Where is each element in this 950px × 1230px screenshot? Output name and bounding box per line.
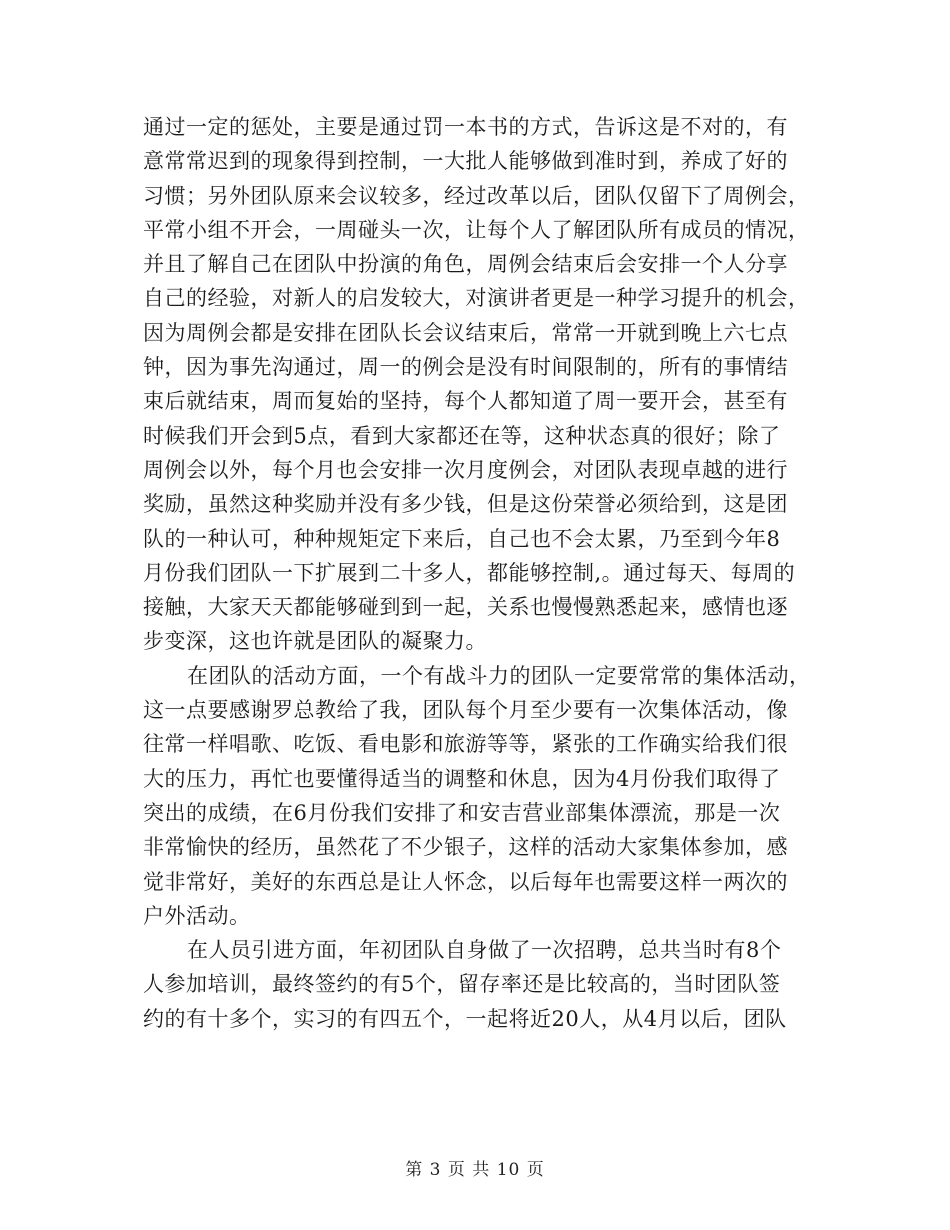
text-line: 非常愉快的经历，虽然花了不少银子，这样的活动大家集体参加，感 xyxy=(143,835,788,860)
text-line: 这一点要感谢罗总教给了我，团队每个月至少要有一次集体活动，像 xyxy=(143,698,788,723)
paragraph-first-line: 在人员引进方面，年初团队自身做了一次招聘，总共当时有8个 xyxy=(187,938,782,963)
text-line: 接触，大家天天都能够碰到到一起，关系也慢慢熟悉起来，感情也逐 xyxy=(143,595,788,620)
text-line: 通过一定的惩处，主要是通过罚一本书的方式，告诉这是不对的，有 xyxy=(143,115,788,139)
page-number-footer: 第 3 页 共 10 页 xyxy=(405,1160,545,1180)
text-line: 习惯；另外团队原来会议较多，经过改革以后，团队仅留下了周例会， xyxy=(143,183,810,208)
text-line: 大的压力，再忙也要懂得适当的调整和休息，因为4月份我们取得了 xyxy=(143,766,781,791)
text-line: 并且了解自己在团队中扮演的角色，周例会结束后会安排一个人分享 xyxy=(143,252,788,277)
text-line: 钟，因为事先沟通过，周一的例会是没有时间限制的，所有的事情结 xyxy=(143,355,788,380)
text-line: 步变深，这也许就是团队的凝聚力。 xyxy=(143,629,487,654)
text-line: 意常常迟到的现象得到控制，一大批人能够做到准时到，养成了好的 xyxy=(143,149,788,174)
text-line: 约的有十多个，实习的有四五个，一起将近20人，从4月以后，团队 xyxy=(143,1006,787,1031)
text-line: 往常一样唱歌、吃饭、看电影和旅游等等，紧张的工作确实给我们很 xyxy=(143,732,788,757)
text-line: 自己的经验，对新人的启发较大，对演讲者更是一种学习提升的机会， xyxy=(143,286,810,311)
text-line: 因为周例会都是安排在团队长会议结束后，常常一开就到晚上六七点 xyxy=(143,320,788,345)
paragraph-first-line: 在团队的活动方面，一个有战斗力的团队一定要常常的集体活动， xyxy=(187,663,811,688)
text-line: 束后就结束，周而复始的坚持，每个人都知道了周一要开会，甚至有 xyxy=(143,389,788,414)
document-body xyxy=(143,110,811,1036)
text-line: 月份我们团队一下扩展到二十多人，都能够控制,。通过每天、每周的 xyxy=(143,560,796,585)
text-line: 奖励，虽然这种奖励并没有多少钱，但是这份荣誉必须给到，这是团 xyxy=(143,492,788,517)
text-line: 周例会以外，每个月也会安排一次月度例会，对团队表现卓越的进行 xyxy=(143,457,788,482)
text-line: 人参加培训，最终签约的有5个，留存率还是比较高的，当时团队签 xyxy=(143,972,781,997)
text-line: 时候我们开会到5点，看到大家都还在等，这种状态真的很好；除了 xyxy=(143,423,781,448)
text-line: 队的一种认可，种种规矩定下来后，自己也不会太累，乃至到今年8 xyxy=(143,526,781,551)
text-line: 觉非常好，美好的东西总是让人怀念，以后每年也需要这样一两次的 xyxy=(143,869,788,894)
text-line: 户外活动。 xyxy=(143,903,251,928)
text-line: 平常小组不开会，一周碰头一次，让每个人了解团队所有成员的情况， xyxy=(143,217,810,242)
text-line: 突出的成绩，在6月份我们安排了和安吉营业部集体漂流，那是一次 xyxy=(143,800,781,825)
